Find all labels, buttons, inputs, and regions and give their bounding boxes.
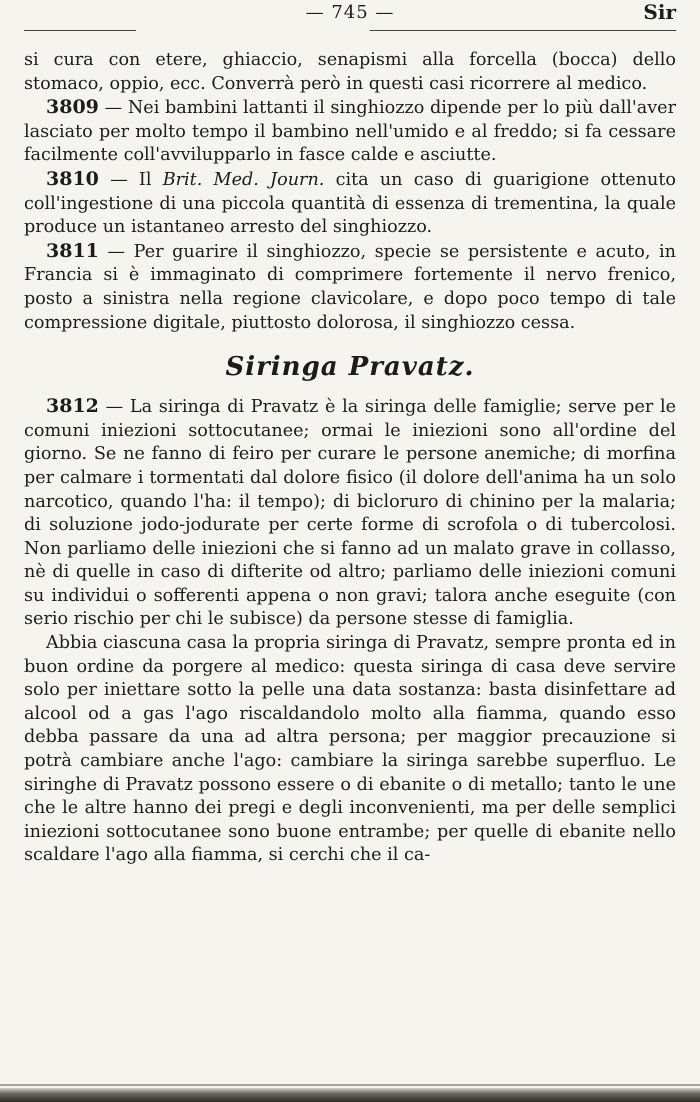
page-number: — 745 — [305,2,395,23]
page-header [0,0,700,34]
entry-number: 3811 [46,239,99,262]
section-title: Siringa Pravatz. [225,352,475,383]
paragraph-text: — Il [110,169,163,190]
paragraph-text: — Per guarire il singhiozzo, specie se persistente e acuto, in Francia si è immaginato di comprimere fortemente il nervo frenico, posto a sinistra nella regione clavicolare, e dopo poco tempo di tale compressione digitale, piuttosto dolorosa, il singhiozzo cessa. [24,241,676,333]
paragraph-3811 [24,240,676,335]
header-rule-right [370,30,676,31]
paragraph-continued: Abbia ciascuna casa la propria siringa di Pravatz, sempre pronta ed in buon ordine da porgere al medico: questa siringa di casa deve servire solo per iniettare sotto la pelle una data sostanza: basta disinfettare ad alcool od a gas l'ago riscaldandolo molto alla fiamma, quando esso debba passare da una ad altra persona; per maggior precauzione si potrà cambiare anche l'ago: cambiare la siringa sarebbe superfluo. Le siringhe di Pravatz possono essere o di ebanite o di metallo; tanto le une che le altre hanno dei pregi e degli inconvenienti, ma per delle semplici iniezioni sottocutanee sono buone entrambe; per quelle di ebanite nello scaldare l'ago alla fiamma, si cerchi che il ca- [24,633,676,866]
page-bottom-edge [0,1088,700,1102]
header-rule-left [24,30,136,31]
paragraph-continuation: si cura con etere, ghiaccio, senapismi alla forcella (bocca) dello stomaco, oppio, ecc. Converrà però in questi casi ricorrere al medico. [24,50,676,94]
paragraph-3810 [24,168,676,240]
entry-number: 3812 [46,395,99,418]
page-edge-line [0,1084,700,1086]
running-head: Sir [643,0,676,24]
journal-citation: Brit. Med. Journ. [162,169,325,190]
paragraph-text: — La siringa di Pravatz è la siringa delle famiglie; serve per le comuni iniezioni sottocutanee; ormai le iniezioni sono all'ordine del giorno. Se ne fanno di feiro per curare le persone anemiche; di morfina per calmare i tormentati dal dolore fisico (il dolore dell'anima ha un solo narcotico, quando l'ha: il tempo); di bicloruro di chinino per la malaria; di soluzione jodo-jodurate per certe forme di scrofola o di tubercolosi. Non parliamo delle iniezioni che si fanno ad un malato grave in collasso, nè di quelle in caso di difterite od altro; parliamo delle iniezioni comuni su individui o sofferenti appena o non gravi; talora anche eseguite (con serio rischio per chi le subisce) da persone stesse di famiglia. [24,397,677,630]
paragraph-3812 [24,395,676,632]
entry-number: 3810 [46,167,99,190]
page-body [24,49,676,868]
paragraph-3809 [24,96,676,168]
paragraph-text: cita un caso di guarigione ottenuto coll'ingestione di una piccola quantità di essenza di trementina, la quale produce un istantaneo arresto del singhiozzo. [24,169,677,238]
entry-number: 3809 [46,96,99,119]
paragraph-text: — Nei bambini lattanti il singhiozzo dipende per lo più dall'aver lasciato per molto tempo il bambino nell'umido e al freddo; si fa cessare facilmente coll'avvilupparlo in fasce calde e asciutte. [24,98,676,166]
